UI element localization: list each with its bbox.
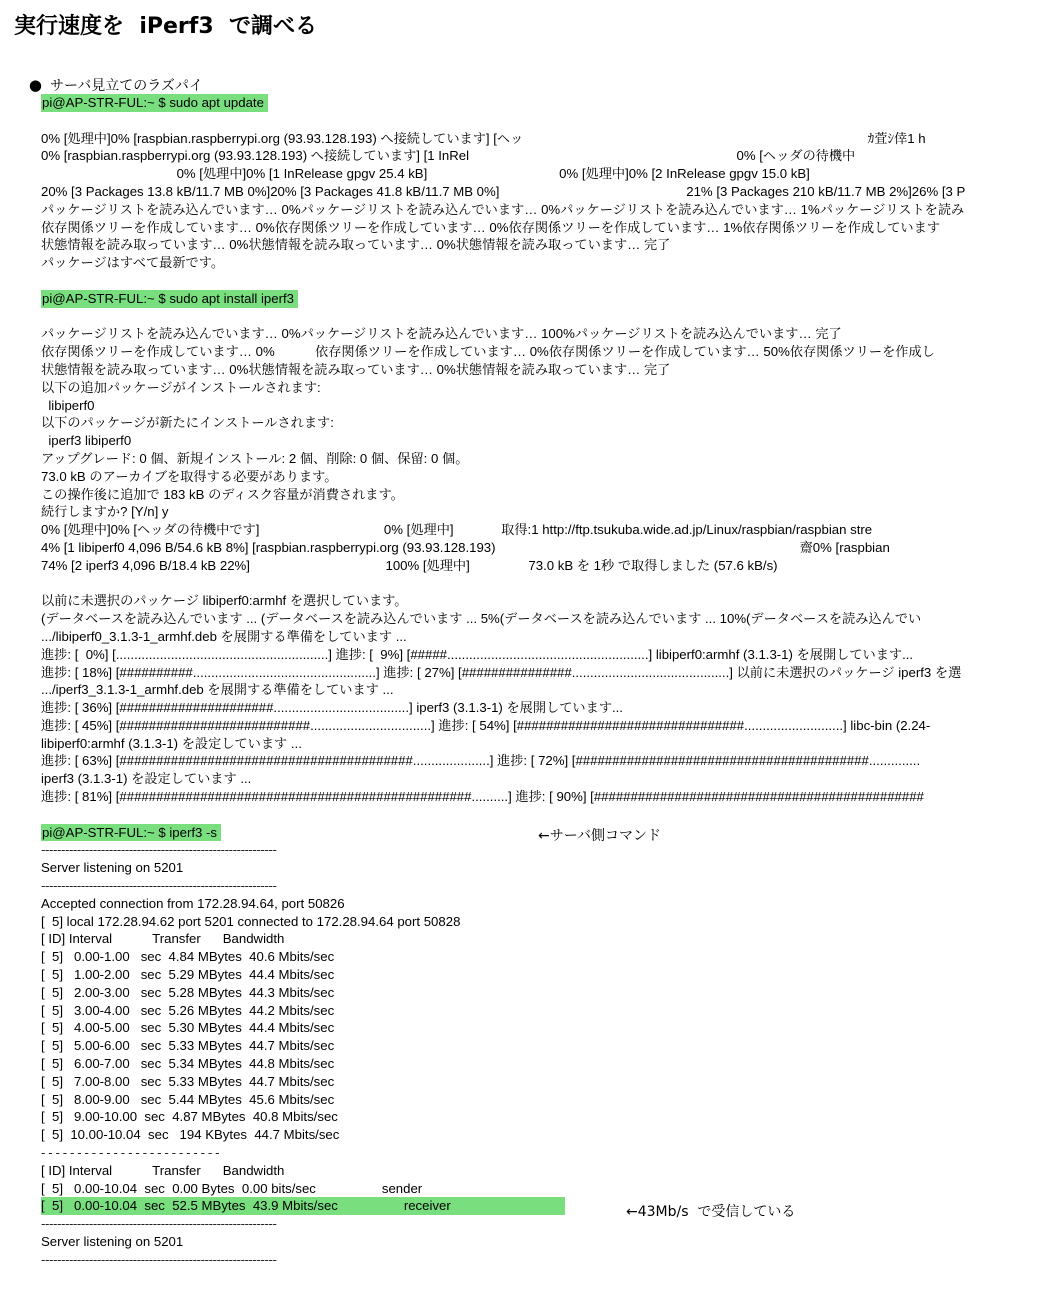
- highlighted-result-line: [ 5] 0.00-10.04 sec 52.5 MBytes 43.9 Mbits/sec receiver: [41, 1197, 565, 1215]
- annotation-receive-rate: ←43Mb/s で受信している: [626, 1204, 796, 1220]
- output-line: libiperf0:armhf (3.1.3-1) を設定しています ...: [41, 735, 302, 751]
- output-line: 進捗: [ 63%] [########################################.....................] 進捗: [ 72%] [########################################..............: [41, 753, 921, 769]
- output-line: 進捗: [ 0%] [..........................................................] 進捗: [ 9%] [#####.......................................................] libiperf0:armhf (3.1.3-1) を展開しています...: [41, 646, 914, 662]
- command-line: [41, 290, 1033, 308]
- terminal-output: [41, 94, 1033, 1269]
- output-line: 以下のパッケージが新たにインストールされます:: [41, 415, 334, 431]
- output-line: [41, 112, 1033, 130]
- bullet-icon: ●: [28, 76, 42, 94]
- output-line: [ 5] local 172.28.94.62 port 5201 connected to 172.28.94.64 port 50828: [41, 913, 461, 929]
- output-line: 20% [3 Packages 13.8 kB/11.7 MB 0%]20% [3 Packages 41.8 kB/11.7 MB 0%] 21% [3 Packages 210 kB/11.7 MB 2%]26% [3 P: [41, 183, 966, 199]
- output-line: [ 5] 9.00-10.00 sec 4.87 MBytes 40.8 Mbits/sec: [41, 1109, 338, 1125]
- output-line: 進捗: [ 36%] [#####################.....................................] iperf3 (3.1.3-1) を展開しています...: [41, 700, 623, 716]
- output-line: アップグレード: 0 個、新規インストール: 2 個、削除: 0 個、保留: 0 個。: [41, 450, 469, 466]
- output-line: [ 5] 10.00-10.04 sec 194 KBytes 44.7 Mbits/sec: [41, 1127, 340, 1143]
- page-title: 実行速度を iPerf3 で調べる: [14, 14, 317, 39]
- output-line: 0% [raspbian.raspberrypi.org (93.93.128.193) へ接続しています] [1 InRel 0% [ヘッダの待機中: [41, 148, 856, 164]
- output-line: 状態情報を読み取っています… 0%状態情報を読み取っています… 0%状態情報を読み取っています… 完了: [41, 237, 671, 253]
- output-line: 状態情報を読み取っています… 0%状態情報を読み取っています… 0%状態情報を読み取っています… 完了: [41, 361, 671, 377]
- output-line: [ 5] 7.00-8.00 sec 5.33 MBytes 44.7 Mbits/sec: [41, 1073, 335, 1089]
- output-line: 0% [処理中]0% [1 InRelease gpgv 25.4 kB] 0% [処理中]0% [2 InRelease gpgv 15.0 kB]: [41, 166, 810, 182]
- output-line: Server listening on 5201: [41, 860, 184, 876]
- output-line: iperf3 libiperf0: [41, 433, 132, 449]
- output-line: パッケージリストを読み込んでいます… 0%パッケージリストを読み込んでいます… 0%パッケージリストを読み込んでいます… 1%パッケージリストを読み: [41, 201, 965, 217]
- output-line: 0% [処理中]0% [ヘッダの待機中です] 0% [処理中] 取得:1 http://ftp.tsukuba.wide.ad.jp/Linux/raspbian/raspbian stre: [41, 522, 873, 538]
- command-prompt: pi@AP-STR-FUL:~ $ sudo apt install iperf3: [41, 290, 298, 308]
- output-line: この操作後に追加で 183 kB のディスク容量が消費されます。: [41, 486, 404, 502]
- output-line: 4% [1 libiperf0 4,096 B/54.6 kB 8%] [raspbian.raspberrypi.org (93.93.128.193) 齋0% [raspbian: [41, 539, 890, 555]
- separator-line: -----------------------------------------------------------: [41, 878, 277, 894]
- output-line: 依存関係ツリーを作成しています… 0%依存関係ツリーを作成しています… 0%依存関係ツリーを作成しています… 1%依存関係ツリーを作成しています: [41, 219, 940, 235]
- section-heading-label: サーバ見立てのラズパイ: [50, 78, 203, 94]
- output-line: Server listening on 5201: [41, 1234, 184, 1249]
- output-line: [ 5] 4.00-5.00 sec 5.30 MBytes 44.4 Mbits/sec: [41, 1020, 335, 1036]
- output-line: [ 5] 8.00-9.00 sec 5.44 MBytes 45.6 Mbits/sec: [41, 1091, 335, 1107]
- output-line: [ 5] 3.00-4.00 sec 5.26 MBytes 44.2 Mbits/sec: [41, 1002, 335, 1018]
- command-prompt: pi@AP-STR-FUL:~ $ sudo apt update: [41, 94, 268, 112]
- output-line: [41, 272, 1033, 290]
- output-line: 進捗: [ 18%] [##########..................................................] 進捗: [ 27%] [###############...........................................] 以前に未選択のパッケージ iperf3 を選: [41, 664, 962, 680]
- output-line: 74% [2 iperf3 4,096 B/18.4 kB 22%] 100% [処理中] 73.0 kB を 1秒 で取得しました (57.6 kB/s): [41, 557, 778, 573]
- output-line: 進捗: [ 81%] [################################################..........] 進捗: [ 90%] [#############################################: [41, 789, 924, 805]
- output-line: [ 5] 1.00-2.00 sec 5.29 MBytes 44.4 Mbits/sec: [41, 967, 335, 983]
- output-line: 続行しますか? [Y/n] y: [41, 504, 169, 520]
- output-line: 依存関係ツリーを作成しています… 0% 依存関係ツリーを作成しています… 0%依存関係ツリーを作成しています… 50%依存関係ツリーを作成し: [41, 344, 935, 360]
- output-line: Accepted connection from 172.28.94.64, port 50826: [41, 895, 345, 911]
- output-line: [ ID] Interval Transfer Bandwidth: [41, 931, 285, 947]
- output-line: [ ID] Interval Transfer Bandwidth: [41, 1162, 285, 1178]
- output-line: [41, 308, 1033, 326]
- output-line: [41, 806, 1033, 824]
- output-line: [ 5] 0.00-10.04 sec 0.00 Bytes 0.00 bits/sec sender: [41, 1180, 423, 1196]
- output-line: .../libiperf0_3.1.3-1_armhf.deb を展開する準備をしています ...: [41, 628, 407, 644]
- separator-line: -----------------------------------------------------------: [41, 1216, 277, 1232]
- output-line: (データベースを読み込んでいます ... (データベースを読み込んでいます ... 5%(データベースを読み込んでいます ... 10%(データベースを読み込んでい: [41, 611, 922, 627]
- output-line: 以前に未選択のパッケージ libiperf0:armhf を選択しています。: [41, 593, 408, 609]
- output-line: パッケージリストを読み込んでいます… 0%パッケージリストを読み込んでいます… 100%パッケージリストを読み込んでいます… 完了: [41, 326, 842, 342]
- output-line: 進捗: [ 45%] [##########################.................................] 進捗: [ 54%] [###############################...........................] libc-bin (2.24-: [41, 717, 931, 733]
- command-line: [41, 94, 1033, 112]
- output-line: [ 5] 0.00-1.00 sec 4.84 MBytes 40.6 Mbits/sec: [41, 949, 335, 965]
- output-line: [ 5] 6.00-7.00 sec 5.34 MBytes 44.8 Mbits/sec: [41, 1056, 335, 1072]
- output-line: [ 5] 2.00-3.00 sec 5.28 MBytes 44.3 Mbits/sec: [41, 984, 335, 1000]
- output-line: iperf3 (3.1.3-1) を設定しています ...: [41, 771, 252, 787]
- annotation-server-command: ←サーバ側コマンド: [538, 828, 662, 844]
- output-line: libiperf0: [41, 397, 95, 413]
- section-heading: [20, 58, 203, 95]
- command-prompt: pi@AP-STR-FUL:~ $ iperf3 -s: [41, 824, 221, 842]
- output-line: パッケージはすべて最新です。: [41, 255, 225, 271]
- separator-line: -----------------------------------------------------------: [41, 842, 277, 858]
- command-line: [41, 824, 1033, 842]
- output-line: [ 5] 5.00-6.00 sec 5.33 MBytes 44.7 Mbits/sec: [41, 1038, 335, 1054]
- separator-line: -----------------------------------------------------------: [41, 1251, 277, 1267]
- output-line: [41, 575, 1033, 593]
- separator-line: - - - - - - - - - - - - - - - - - - - - - - - - -: [41, 1145, 220, 1161]
- output-line: .../iperf3_3.1.3-1_armhf.deb を展開する準備をしています ...: [41, 682, 394, 698]
- output-line: 0% [処理中]0% [raspbian.raspberrypi.org (93.93.128.193) へ接続しています] [ヘッ ｶ萓ｼ倖1 h: [41, 130, 926, 146]
- output-line: 73.0 kB のアーカイブを取得する必要があります。: [41, 468, 338, 484]
- output-line: 以下の追加パッケージがインストールされます:: [41, 379, 321, 395]
